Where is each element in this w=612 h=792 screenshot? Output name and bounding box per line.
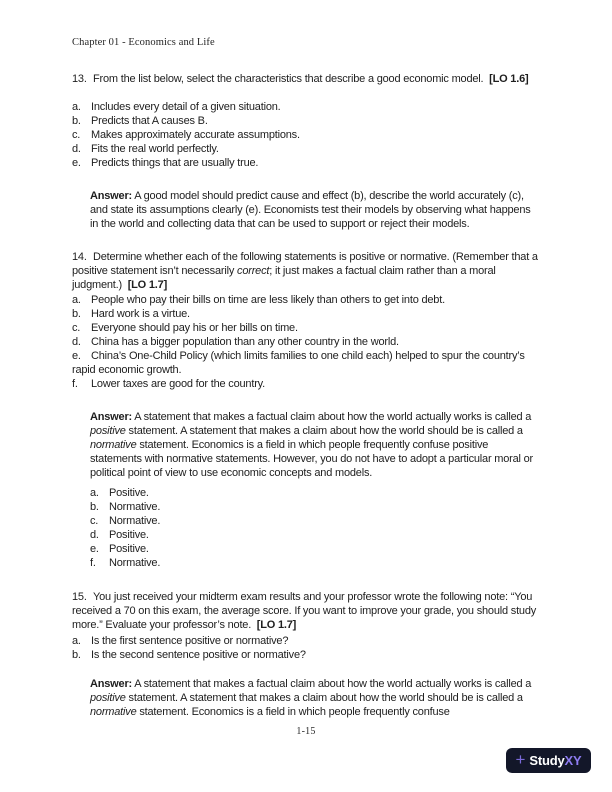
option-item [72, 128, 540, 142]
option-text: Lower taxes are good for the country. [91, 378, 265, 390]
option-item [72, 100, 540, 114]
option-letter: a. [72, 294, 81, 306]
option-letter: a. [90, 487, 99, 499]
option-item [72, 142, 540, 156]
option-letter: c. [72, 322, 81, 334]
question-number: 14. [72, 251, 87, 263]
question-text: From the list below, select the characteristics that describe a good economic model. [93, 73, 490, 85]
option-letter: b. [72, 115, 81, 127]
answer-result-text: Normative. [109, 501, 161, 513]
answer-text-italic: normative [90, 706, 137, 718]
question-text: You just received your midterm exam results and your professor wrote the following note: “You received a 70 on this exam, the average score. If you want to improve your grade, you should study more.” Evaluate your professor’s note. [72, 591, 537, 631]
answer-result-text: Positive. [109, 487, 149, 499]
answer-result-item [90, 486, 540, 500]
answer-paragraph [90, 410, 540, 480]
answer-text: statement. A statement that makes a claim about how the world should be is called a [125, 425, 523, 437]
answer-text: statement. A statement that makes a claim about how the world should be is called a [125, 692, 523, 704]
option-letter: c. [72, 129, 81, 141]
question-number: 15. [72, 591, 87, 603]
option-text: China’s One-Child Policy (which limits families to one child each) helped to spur the country’s rapid economic growth. [72, 350, 525, 376]
option-letter: c. [90, 515, 99, 527]
page-footer [0, 725, 612, 739]
question-number: 13. [72, 73, 87, 85]
option-letter: f. [90, 557, 96, 569]
option-item [72, 307, 540, 321]
option-text: Makes approximately accurate assumptions. [91, 129, 300, 141]
answer-result-item [90, 500, 540, 514]
question-15-intro [72, 590, 540, 632]
option-item [72, 114, 540, 128]
question-text: Determine whether each of the following statements is positive or normative. (Remember that a positive statement isn’t necessarily [72, 251, 538, 277]
option-item [72, 321, 540, 335]
answer-text: A good model should predict cause and effect (b), describe the world accurately (c), and state its assumptions clearly (e). Economists test their models by observing what happens in the world and collecting data that can be used to support or reject their models. [90, 190, 531, 230]
answer-result-list [90, 486, 540, 570]
question-14-options [72, 293, 540, 391]
question-13-answer [90, 189, 540, 231]
question-13-options [72, 100, 540, 170]
answer-text-italic: normative [90, 439, 137, 451]
option-item [72, 335, 540, 349]
brand-name-primary: Study [529, 753, 565, 768]
learning-objective-tag: [LO 1.6] [489, 73, 529, 85]
option-letter: e. [90, 543, 99, 555]
option-letter: d. [72, 336, 81, 348]
option-text: Includes every detail of a given situation. [91, 101, 281, 113]
question-14-answer [90, 410, 540, 570]
answer-result-text: Normative. [109, 515, 161, 527]
option-item [72, 293, 540, 307]
option-letter: e. [72, 157, 81, 169]
answer-text: statement. Economics is a field in which people frequently confuse positive statements with normative statements. However, you do not have to adopt a particular moral or political point of view to use economic concepts and models. [90, 439, 534, 479]
answer-text-italic: positive [90, 692, 126, 704]
answer-result-text: Normative. [109, 557, 161, 569]
answer-result-item [90, 542, 540, 556]
option-item [72, 377, 540, 391]
option-letter: b. [90, 501, 99, 513]
studyxy-logo-badge[interactable] [506, 748, 591, 773]
question-14-intro [72, 250, 540, 292]
answer-result-item [90, 556, 540, 570]
option-letter: f. [72, 378, 78, 390]
option-text: Predicts things that are usually true. [91, 157, 259, 169]
option-letter: e. [72, 350, 81, 362]
question-13-intro [72, 72, 540, 86]
option-text: People who pay their bills on time are less likely than others to get into debt. [91, 294, 445, 306]
page-number: 1-15 [296, 726, 316, 737]
option-text: Is the first sentence positive or normative? [91, 635, 289, 647]
answer-label: Answer: [90, 411, 132, 423]
option-letter: b. [72, 308, 81, 320]
option-item [72, 156, 540, 170]
option-text: Fits the real world perfectly. [91, 143, 219, 155]
plus-icon: + [515, 750, 526, 769]
option-item [72, 634, 540, 648]
learning-objective-tag: [LO 1.7] [127, 279, 168, 291]
answer-text: A statement that makes a factual claim about how the world actually works is called a [132, 678, 532, 690]
option-item [72, 349, 540, 377]
option-text: Everyone should pay his or her bills on time. [91, 322, 298, 334]
answer-text: statement. Economics is a field in which people frequently confuse [136, 706, 450, 718]
chapter-title: Chapter 01 - Economics and Life [72, 37, 215, 48]
answer-label: Answer: [90, 190, 132, 202]
question-text: ; it just makes a factual claim rather than a moral judgment.) [72, 265, 496, 291]
answer-result-item [90, 528, 540, 542]
option-item [72, 648, 540, 662]
answer-label: Answer: [90, 678, 132, 690]
question-text-italic: correct [237, 265, 270, 277]
answer-result-text: Positive. [109, 529, 149, 541]
brand-name-accent: XY [564, 753, 582, 768]
option-letter: b. [72, 649, 81, 661]
brand-name [529, 753, 581, 768]
question-15-answer [90, 677, 540, 719]
answer-result-item [90, 514, 540, 528]
question-15-options [72, 634, 540, 662]
learning-objective-tag: [LO 1.7] [256, 619, 297, 631]
option-text: Hard work is a virtue. [91, 308, 190, 320]
option-letter: d. [90, 529, 99, 541]
page-header [72, 36, 215, 50]
option-letter: a. [72, 101, 81, 113]
answer-text: A statement that makes a factual claim about how the world actually works is called a [132, 411, 532, 423]
option-letter: a. [72, 635, 81, 647]
option-letter: d. [72, 143, 81, 155]
option-text: Is the second sentence positive or normative? [91, 649, 306, 661]
answer-text-italic: positive [90, 425, 126, 437]
option-text: China has a bigger population than any other country in the world. [91, 336, 399, 348]
answer-result-text: Positive. [109, 543, 149, 555]
option-text: Predicts that A causes B. [91, 115, 208, 127]
